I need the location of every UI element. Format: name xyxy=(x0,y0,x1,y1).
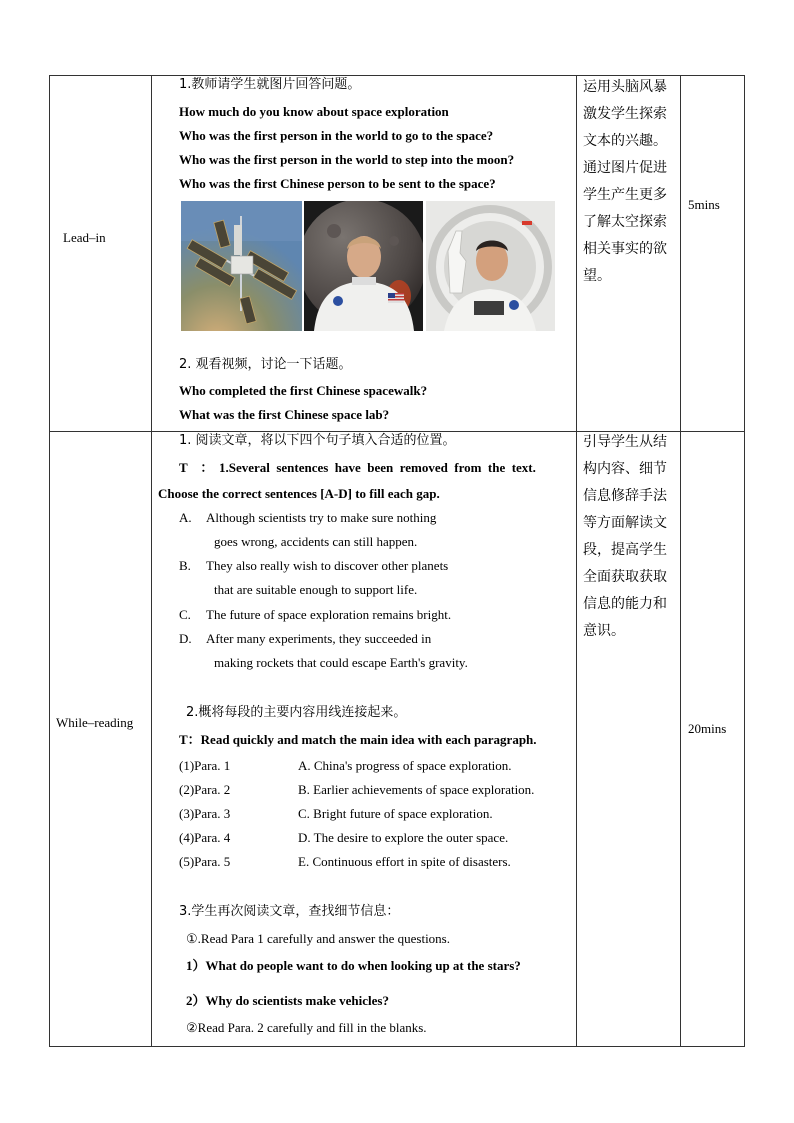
wr-purpose-line: 信息的能力和 xyxy=(583,596,667,612)
leadin-question-2: Who was the first person in the world to go to the space? xyxy=(179,128,494,143)
wr-question-1: 1）What do people want to do when looking up at the stars? xyxy=(186,958,521,973)
wr-step2: ②Read Para. 2 carefully and fill in the blanks. xyxy=(186,1020,427,1035)
leadin-question-1: How much do you know about space exploration xyxy=(179,104,449,119)
wr-purpose-line: 意识。 xyxy=(583,623,625,639)
leadin-purpose-line: 了解太空探索 xyxy=(583,214,667,230)
wr-purpose-line: 段，提高学生 xyxy=(583,542,667,558)
leadin-purpose-line: 通过图片促进 xyxy=(583,160,667,176)
leadin-time: 5mins xyxy=(688,197,720,212)
leadin-purpose-line: 望。 xyxy=(583,268,611,284)
table-border-left xyxy=(49,75,50,1046)
leadin-task2-instruction: 2. 观看视频，讨论一下话题。 xyxy=(179,357,352,372)
leadin-question-4: Who was the first Chinese person to be sent to the space? xyxy=(179,176,496,191)
option-text: goes wrong, accidents can still happen. xyxy=(214,534,418,549)
option-letter: C. xyxy=(179,607,191,622)
wr-purpose-line: 构内容、细节 xyxy=(583,461,667,477)
wr-task1-teacher-line xyxy=(179,460,571,476)
option-letter: D. xyxy=(179,631,192,646)
space-station-photo xyxy=(181,201,302,331)
match-idea: A. China's progress of space exploration. xyxy=(298,758,512,773)
wr-task1-t-line1: 1.Several sentences have been removed from the text. xyxy=(219,460,536,475)
wr-purpose-line: 等方面解读文 xyxy=(583,515,667,531)
match-para: (1)Para. 1 xyxy=(179,758,231,773)
match-para: (4)Para. 4 xyxy=(179,830,231,845)
option-text: making rockets that could escape Earth's gravity. xyxy=(214,655,468,670)
wr-question-2: 2）Why do scientists make vehicles? xyxy=(186,993,389,1008)
stage-label-leadin: Lead–in xyxy=(63,230,106,245)
wr-task1-t-prefix: T ： xyxy=(179,460,214,475)
wr-task2-teacher-line: T：Read quickly and match the main idea with each paragraph. xyxy=(179,732,537,747)
wr-task1-t-line2: Choose the correct sentences [A-D] to fill each gap. xyxy=(158,486,440,501)
match-para: (3)Para. 3 xyxy=(179,806,231,821)
table-col-divider-3 xyxy=(680,75,681,1046)
wr-purpose-line: 信息修辞手法 xyxy=(583,488,667,504)
match-idea: C. Bright future of space exploration. xyxy=(298,806,493,821)
leadin-purpose-line: 运用头脑风暴 xyxy=(583,79,667,95)
leadin-purpose-line: 学生产生更多 xyxy=(583,187,667,203)
option-letter: B. xyxy=(179,558,191,573)
match-idea: E. Continuous effort in spite of disasters. xyxy=(298,854,511,869)
option-text: The future of space exploration remains bright. xyxy=(206,607,452,622)
match-para: (2)Para. 2 xyxy=(179,782,231,797)
option-letter: A. xyxy=(179,510,192,525)
leadin-purpose-line: 文本的兴趣。 xyxy=(583,133,667,149)
match-idea: D. The desire to explore the outer space. xyxy=(298,830,509,845)
leadin-video-question-1: Who completed the first Chinese spacewalk? xyxy=(179,383,428,398)
leadin-purpose-line: 激发学生探索 xyxy=(583,106,667,122)
option-text: After many experiments, they succeeded in xyxy=(206,631,432,646)
option-text: Although scientists try to make sure nothing xyxy=(206,510,437,525)
stage-label-whilereading: While–reading xyxy=(56,715,134,730)
wr-purpose-line: 引导学生从结 xyxy=(583,434,667,450)
option-text: They also really wish to discover other planets xyxy=(206,558,449,573)
leadin-purpose-line: 相关事实的欲 xyxy=(583,241,667,257)
leadin-task1-instruction: 1.教师请学生就图片回答问题。 xyxy=(179,77,361,92)
table-border-bottom xyxy=(49,1046,745,1047)
match-para: (5)Para. 5 xyxy=(179,854,231,869)
option-text: that are suitable enough to support life. xyxy=(214,582,418,597)
wr-time: 20mins xyxy=(688,721,727,736)
table-border-right xyxy=(744,75,745,1046)
wr-task3-instruction: 3.学生再次阅读文章，查找细节信息： xyxy=(179,904,400,919)
astronaut-yang-liwei-photo xyxy=(426,201,555,331)
match-idea: B. Earlier achievements of space exploration. xyxy=(298,782,535,797)
wr-task1-instruction: 1. 阅读文章，将以下四个句子填入合适的位置。 xyxy=(179,433,456,448)
wr-task2-instruction: 2.概将每段的主要内容用线连接起来。 xyxy=(186,705,407,720)
leadin-question-3: Who was the first person in the world to step into the moon? xyxy=(179,152,515,167)
wr-purpose-line: 全面获取获取 xyxy=(583,569,667,585)
wr-step1: ①.Read Para 1 carefully and answer the questions. xyxy=(186,931,450,946)
wr-task1-t-text xyxy=(219,460,571,476)
astronaut-armstrong-photo xyxy=(304,201,423,331)
leadin-video-question-2: What was the first Chinese space lab? xyxy=(179,407,390,422)
table-col-divider-1 xyxy=(151,75,152,1046)
table-col-divider-2 xyxy=(576,75,577,1046)
